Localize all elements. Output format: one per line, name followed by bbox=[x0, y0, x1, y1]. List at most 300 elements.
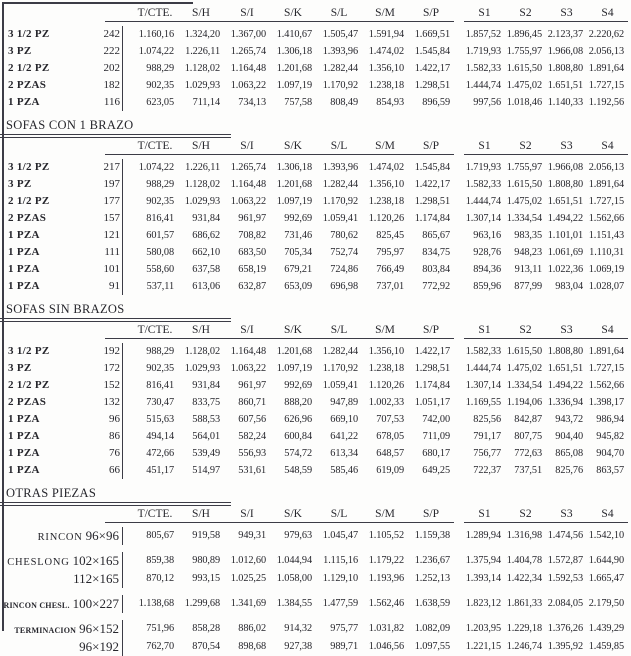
price-cell: 669,10 bbox=[330, 414, 358, 425]
price-cell: 914,32 bbox=[284, 623, 312, 634]
price-cell: 1.505,47 bbox=[322, 29, 358, 40]
price-cell: 808,49 bbox=[330, 97, 358, 108]
price-cell: 1.719,93 bbox=[465, 162, 501, 173]
price-cell: 632,87 bbox=[238, 281, 266, 292]
piece-size: 112×165 bbox=[73, 571, 119, 586]
price-cell: 1.025,25 bbox=[230, 573, 266, 584]
price-cell: 913,11 bbox=[514, 264, 542, 275]
price-cell: 904,70 bbox=[596, 448, 624, 459]
price-cell: 1.252,13 bbox=[414, 573, 450, 584]
price-cell: 766,49 bbox=[376, 264, 404, 275]
column-header: S/K bbox=[284, 7, 302, 19]
table-row bbox=[0, 176, 628, 193]
column-header: S/M bbox=[375, 508, 395, 520]
table-row bbox=[0, 227, 628, 244]
price-cell: 1.494,22 bbox=[547, 213, 583, 224]
price-cell: 751,96 bbox=[146, 623, 174, 634]
price-cell: 1.562,46 bbox=[368, 598, 404, 609]
price-cell: 1.393,14 bbox=[465, 573, 501, 584]
price-cell: 795,97 bbox=[376, 247, 404, 258]
price-cell: 1.665,47 bbox=[588, 573, 624, 584]
price-cell: 1.201,68 bbox=[276, 346, 312, 357]
column-separator-line bbox=[122, 244, 132, 261]
price-cell: 1.422,34 bbox=[506, 573, 542, 584]
section-title-row bbox=[0, 300, 631, 319]
row-label bbox=[0, 552, 122, 570]
column-header: S3 bbox=[560, 508, 573, 520]
price-cell: 1.615,50 bbox=[506, 179, 542, 190]
column-header: S/H bbox=[192, 508, 210, 520]
price-cell: 1.727,15 bbox=[588, 80, 624, 91]
price-cell: 1.097,19 bbox=[276, 363, 312, 374]
row-count: 222 bbox=[103, 45, 120, 57]
row-count: 217 bbox=[103, 161, 120, 173]
row-label: 1 PZA bbox=[8, 96, 40, 108]
price-cell: 947,89 bbox=[330, 397, 358, 408]
price-cell: 1.018,46 bbox=[506, 97, 542, 108]
table-row bbox=[0, 60, 628, 77]
table-row bbox=[0, 244, 628, 261]
row-label bbox=[0, 595, 122, 613]
price-cell: 816,41 bbox=[146, 213, 174, 224]
price-cell: 1.494,22 bbox=[547, 380, 583, 391]
row-label: 2 1/2 PZ bbox=[8, 195, 50, 207]
table-row bbox=[0, 445, 628, 462]
table-row bbox=[0, 462, 628, 479]
price-cell: 1.808,80 bbox=[547, 63, 583, 74]
column-header: S/L bbox=[330, 324, 348, 336]
row-label bbox=[0, 638, 122, 656]
row-count: 152 bbox=[103, 379, 120, 391]
price-cell: 494,14 bbox=[146, 431, 174, 442]
column-separator-line bbox=[122, 552, 132, 570]
header-underline-group1 bbox=[105, 338, 454, 340]
price-cell: 757,58 bbox=[284, 97, 312, 108]
row-label: 1 PZA bbox=[8, 413, 40, 425]
price-cell: 1.727,15 bbox=[588, 196, 624, 207]
price-cell: 515,63 bbox=[146, 414, 174, 425]
price-cell: 1.334,54 bbox=[506, 380, 542, 391]
section-title-row bbox=[0, 484, 631, 503]
price-cell: 708,82 bbox=[238, 230, 266, 241]
price-cell: 854,93 bbox=[376, 97, 404, 108]
price-cell: 1.307,14 bbox=[465, 213, 501, 224]
price-cell: 1.475,02 bbox=[506, 363, 542, 374]
row-label: 3 1/2 PZ bbox=[8, 161, 50, 173]
price-cell: 983,04 bbox=[555, 281, 583, 292]
header-underline-group2 bbox=[464, 338, 628, 340]
price-cell: 949,31 bbox=[238, 530, 266, 541]
price-cell: 1.375,94 bbox=[465, 555, 501, 566]
column-header: S/I bbox=[240, 7, 254, 19]
price-cell: 762,70 bbox=[146, 641, 174, 652]
price-cell: 825,45 bbox=[376, 230, 404, 241]
column-header: S4 bbox=[601, 7, 614, 19]
price-cell: 623,05 bbox=[146, 97, 174, 108]
header-underline-group1 bbox=[105, 154, 454, 156]
price-cell: 988,29 bbox=[146, 346, 174, 357]
piece-size: 100×227 bbox=[72, 596, 119, 611]
price-cell: 1.592,53 bbox=[547, 573, 583, 584]
price-cell: 680,17 bbox=[422, 448, 450, 459]
price-cell: 902,35 bbox=[146, 363, 174, 374]
row-label bbox=[0, 620, 122, 638]
price-cell: 1.545,84 bbox=[414, 46, 450, 57]
row-label: 3 1/2 PZ bbox=[8, 345, 50, 357]
price-cell: 1.110,31 bbox=[589, 247, 624, 258]
price-cell: 601,57 bbox=[146, 230, 174, 241]
column-separator-line bbox=[122, 411, 132, 428]
price-cell: 1.029,93 bbox=[184, 80, 220, 91]
column-header: S/P bbox=[423, 140, 439, 152]
row-count: 76 bbox=[109, 447, 120, 459]
price-cell: 1.170,92 bbox=[322, 80, 358, 91]
price-cell: 961,97 bbox=[238, 213, 266, 224]
table-row bbox=[0, 394, 628, 411]
header-underline-group2 bbox=[464, 154, 628, 156]
header-underline-group2 bbox=[464, 522, 628, 524]
price-cell: 705,34 bbox=[284, 247, 312, 258]
row-count: 91 bbox=[109, 280, 120, 292]
price-cell: 1.572,87 bbox=[547, 555, 583, 566]
price-cell: 588,53 bbox=[192, 414, 220, 425]
column-header-row bbox=[0, 323, 628, 339]
row-label: 2 1/2 PZ bbox=[8, 379, 50, 391]
price-cell: 1.140,33 bbox=[547, 97, 583, 108]
price-cell: 863,57 bbox=[596, 465, 624, 476]
column-header-row bbox=[0, 139, 628, 155]
price-cell: 780,62 bbox=[330, 230, 358, 241]
price-cell: 1.074,22 bbox=[138, 162, 174, 173]
row-label: 1 PZA bbox=[8, 280, 40, 292]
column-header: S4 bbox=[601, 140, 614, 152]
price-cell: 1.265,74 bbox=[230, 46, 266, 57]
price-cell: 1.044,94 bbox=[276, 555, 312, 566]
price-cell: 1.891,64 bbox=[588, 179, 624, 190]
price-cell: 859,96 bbox=[473, 281, 501, 292]
row-label: 3 1/2 PZ bbox=[8, 28, 50, 40]
price-cell: 1.395,92 bbox=[547, 641, 583, 652]
row-count: 197 bbox=[103, 178, 120, 190]
price-cell: 1.755,97 bbox=[506, 162, 542, 173]
column-separator-line bbox=[122, 26, 132, 43]
table-row bbox=[0, 377, 628, 394]
column-separator-line bbox=[122, 527, 132, 545]
piece-name: RINCON bbox=[37, 532, 83, 543]
price-cell: 1.896,45 bbox=[506, 29, 542, 40]
table-row bbox=[0, 527, 628, 545]
price-cell: 1.226,11 bbox=[185, 162, 220, 173]
price-cell: 1.028,07 bbox=[588, 281, 624, 292]
price-cell: 1.069,19 bbox=[588, 264, 624, 275]
price-cell: 1.101,01 bbox=[547, 230, 583, 241]
price-cell: 1.097,19 bbox=[276, 80, 312, 91]
price-cell: 1.193,96 bbox=[368, 573, 404, 584]
price-cell: 742,00 bbox=[422, 414, 450, 425]
price-cell: 988,29 bbox=[146, 179, 174, 190]
price-cell: 1.808,80 bbox=[547, 346, 583, 357]
price-cell: 1.727,15 bbox=[588, 363, 624, 374]
section-body bbox=[0, 343, 631, 479]
price-cell: 927,38 bbox=[284, 641, 312, 652]
price-cell: 1.299,68 bbox=[184, 598, 220, 609]
price-cell: 1.203,95 bbox=[465, 623, 501, 634]
price-cell: 1.059,41 bbox=[322, 213, 358, 224]
section-body bbox=[0, 159, 631, 295]
row-label: 2 1/2 PZ bbox=[8, 62, 50, 74]
price-cell: 870,54 bbox=[192, 641, 220, 652]
column-separator-line bbox=[122, 210, 132, 227]
price-cell: 678,05 bbox=[376, 431, 404, 442]
price-cell: 833,75 bbox=[192, 397, 220, 408]
piece-name: TERMINACION bbox=[14, 626, 77, 635]
price-cell: 986,94 bbox=[596, 414, 624, 425]
price-cell: 1.160,16 bbox=[138, 29, 174, 40]
table-row bbox=[0, 43, 628, 60]
price-cell: 865,08 bbox=[555, 448, 583, 459]
table-row bbox=[0, 77, 628, 94]
price-cell: 860,71 bbox=[238, 397, 266, 408]
price-cell: 556,93 bbox=[238, 448, 266, 459]
table-row bbox=[0, 428, 628, 445]
column-header: S1 bbox=[478, 7, 491, 19]
price-cell: 1.857,52 bbox=[465, 29, 501, 40]
column-header: T/CTE. bbox=[137, 324, 173, 336]
price-cell: 1.459,85 bbox=[588, 641, 624, 652]
price-cell: 1.045,47 bbox=[322, 530, 358, 541]
price-cell: 992,69 bbox=[284, 380, 312, 391]
price-cell: 1.861,33 bbox=[506, 598, 542, 609]
price-cell: 825,76 bbox=[555, 465, 583, 476]
price-cell: 1.444,74 bbox=[465, 80, 501, 91]
column-header: S3 bbox=[560, 324, 573, 336]
price-cell: 619,09 bbox=[376, 465, 404, 476]
price-cell: 711,09 bbox=[422, 431, 450, 442]
price-cell: 1.298,51 bbox=[414, 80, 450, 91]
price-cell: 1.029,93 bbox=[184, 196, 220, 207]
price-cell: 877,99 bbox=[514, 281, 542, 292]
price-cell: 1.201,68 bbox=[276, 179, 312, 190]
price-cell: 1.966,08 bbox=[547, 162, 583, 173]
price-cell: 2.179,50 bbox=[588, 598, 624, 609]
row-count: 96 bbox=[109, 413, 120, 425]
header-underline-group2 bbox=[464, 21, 628, 23]
price-cell: 1.226,11 bbox=[185, 46, 220, 57]
price-cell: 707,53 bbox=[376, 414, 404, 425]
price-cell: 1.591,94 bbox=[368, 29, 404, 40]
row-label: 3 PZ bbox=[8, 178, 32, 190]
price-cell: 1.393,96 bbox=[322, 46, 358, 57]
row-label: 1 PZA bbox=[8, 430, 40, 442]
header-underline-group1 bbox=[105, 21, 454, 23]
price-cell: 1.638,59 bbox=[414, 598, 450, 609]
price-cell: 722,37 bbox=[473, 465, 501, 476]
price-cell: 1.475,02 bbox=[506, 196, 542, 207]
column-header: S/K bbox=[284, 140, 302, 152]
price-cell: 637,58 bbox=[192, 264, 220, 275]
price-cell: 997,56 bbox=[473, 97, 501, 108]
price-cell: 2.220,62 bbox=[588, 29, 624, 40]
column-header: S2 bbox=[519, 140, 532, 152]
price-cell: 1.474,02 bbox=[368, 46, 404, 57]
row-count: 202 bbox=[103, 62, 120, 74]
price-cell: 1.422,17 bbox=[414, 63, 450, 74]
column-header: S/L bbox=[330, 7, 348, 19]
row-count: 121 bbox=[103, 229, 120, 241]
column-separator-line bbox=[122, 193, 132, 210]
section bbox=[0, 300, 631, 479]
price-cell: 1.120,26 bbox=[368, 213, 404, 224]
price-cell: 1.615,50 bbox=[506, 63, 542, 74]
price-cell: 1.719,93 bbox=[465, 46, 501, 57]
price-cell: 686,62 bbox=[192, 230, 220, 241]
table-row bbox=[0, 595, 628, 613]
column-separator-line bbox=[122, 462, 132, 479]
column-header: S2 bbox=[519, 508, 532, 520]
price-cell: 1.265,74 bbox=[230, 162, 266, 173]
column-separator-line bbox=[122, 43, 132, 60]
price-cell: 582,24 bbox=[238, 431, 266, 442]
column-header: S1 bbox=[478, 324, 491, 336]
column-header: S/P bbox=[423, 7, 439, 19]
section-body bbox=[0, 26, 631, 111]
piece-name: CHESLONG bbox=[7, 557, 70, 568]
price-cell: 1.046,56 bbox=[368, 641, 404, 652]
price-cell: 1.823,12 bbox=[465, 598, 501, 609]
price-cell: 756,77 bbox=[473, 448, 501, 459]
price-cell: 859,38 bbox=[146, 555, 174, 566]
price-cell: 607,56 bbox=[238, 414, 266, 425]
price-cell: 870,12 bbox=[146, 573, 174, 584]
price-cell: 1.298,51 bbox=[414, 196, 450, 207]
price-cell: 514,97 bbox=[192, 465, 220, 476]
price-cell: 1.170,92 bbox=[322, 196, 358, 207]
price-cell: 548,59 bbox=[284, 465, 312, 476]
price-cell: 963,16 bbox=[473, 230, 501, 241]
price-cell: 737,51 bbox=[514, 465, 542, 476]
column-separator-line bbox=[122, 278, 132, 295]
price-cell: 1.422,17 bbox=[414, 346, 450, 357]
price-cell: 1.336,94 bbox=[547, 397, 583, 408]
section bbox=[0, 484, 631, 656]
price-cell: 1.221,15 bbox=[465, 641, 501, 652]
price-cell: 658,19 bbox=[238, 264, 266, 275]
price-cell: 1.439,29 bbox=[588, 623, 624, 634]
price-cell: 648,57 bbox=[376, 448, 404, 459]
price-cell: 731,46 bbox=[284, 230, 312, 241]
price-cell: 772,63 bbox=[514, 448, 542, 459]
price-cell: 928,76 bbox=[473, 247, 501, 258]
section bbox=[0, 116, 631, 295]
price-cell: 834,75 bbox=[422, 247, 450, 258]
price-cell: 791,17 bbox=[473, 431, 501, 442]
row-count: 177 bbox=[103, 195, 120, 207]
table-row bbox=[0, 26, 628, 43]
price-cell: 1.334,54 bbox=[506, 213, 542, 224]
row-label: 2 PZAS bbox=[8, 396, 47, 408]
column-separator-line bbox=[122, 159, 132, 176]
row-label: 1 PZA bbox=[8, 229, 40, 241]
row-count: 86 bbox=[109, 430, 120, 442]
price-cell: 626,96 bbox=[284, 414, 312, 425]
price-cell: 1.138,68 bbox=[138, 598, 174, 609]
price-cell: 2.084,05 bbox=[547, 598, 583, 609]
price-cell: 1.651,51 bbox=[547, 80, 583, 91]
price-cell: 931,84 bbox=[192, 380, 220, 391]
row-count: 172 bbox=[103, 362, 120, 374]
price-cell: 1.128,02 bbox=[184, 179, 220, 190]
price-cell: 1.651,51 bbox=[547, 363, 583, 374]
price-cell: 1.808,80 bbox=[547, 179, 583, 190]
column-header: S/P bbox=[423, 508, 439, 520]
price-cell: 931,84 bbox=[192, 213, 220, 224]
price-cell: 1.644,90 bbox=[588, 555, 624, 566]
price-cell: 1.615,50 bbox=[506, 346, 542, 357]
price-cell: 989,71 bbox=[330, 641, 358, 652]
price-cell: 1.316,98 bbox=[506, 530, 542, 541]
price-cell: 1.128,02 bbox=[184, 63, 220, 74]
price-cell: 1.582,33 bbox=[465, 346, 501, 357]
table-row bbox=[0, 343, 628, 360]
column-header: S/M bbox=[375, 140, 395, 152]
price-cell: 683,50 bbox=[238, 247, 266, 258]
price-cell: 898,68 bbox=[238, 641, 266, 652]
column-header: S2 bbox=[519, 7, 532, 19]
price-cell: 1.159,38 bbox=[414, 530, 450, 541]
section-title: OTRAS PIEZAS bbox=[0, 486, 231, 503]
price-cell: 919,58 bbox=[192, 530, 220, 541]
price-cell: 1.545,84 bbox=[414, 162, 450, 173]
price-cell: 1.238,18 bbox=[368, 363, 404, 374]
row-count: 116 bbox=[103, 96, 120, 108]
price-cell: 1.282,44 bbox=[322, 63, 358, 74]
table-row bbox=[0, 360, 628, 377]
price-cell: 613,06 bbox=[192, 281, 220, 292]
price-cell: 641,22 bbox=[330, 431, 358, 442]
table-row bbox=[0, 638, 628, 656]
row-count: 111 bbox=[104, 246, 120, 258]
price-cell: 1.058,00 bbox=[276, 573, 312, 584]
column-separator-line bbox=[122, 343, 132, 360]
price-cell: 472,66 bbox=[146, 448, 174, 459]
column-header: S3 bbox=[560, 140, 573, 152]
price-cell: 1.474,56 bbox=[547, 530, 583, 541]
table-row bbox=[0, 552, 628, 570]
price-cell: 679,21 bbox=[284, 264, 312, 275]
piece-size: 96×192 bbox=[79, 639, 119, 654]
price-cell: 975,77 bbox=[330, 623, 358, 634]
price-cell: 1.238,18 bbox=[368, 196, 404, 207]
column-separator-line bbox=[122, 94, 132, 111]
price-cell: 1.341,69 bbox=[230, 598, 266, 609]
price-cell: 1.651,51 bbox=[547, 196, 583, 207]
table-row bbox=[0, 570, 628, 588]
column-header: S/K bbox=[284, 508, 302, 520]
column-header: S/M bbox=[375, 324, 395, 336]
price-cell: 585,46 bbox=[330, 465, 358, 476]
price-cell: 1.022,36 bbox=[547, 264, 583, 275]
price-cell: 1.164,48 bbox=[230, 179, 266, 190]
price-cell: 807,75 bbox=[514, 431, 542, 442]
price-cell: 1.306,18 bbox=[276, 162, 312, 173]
row-count: 66 bbox=[109, 464, 120, 476]
price-cell: 1.298,51 bbox=[414, 363, 450, 374]
column-header: S/L bbox=[330, 508, 348, 520]
header-underline-group1 bbox=[105, 522, 454, 524]
price-cell: 1.444,74 bbox=[465, 196, 501, 207]
price-cell: 711,14 bbox=[192, 97, 220, 108]
price-cell: 1.410,67 bbox=[276, 29, 312, 40]
